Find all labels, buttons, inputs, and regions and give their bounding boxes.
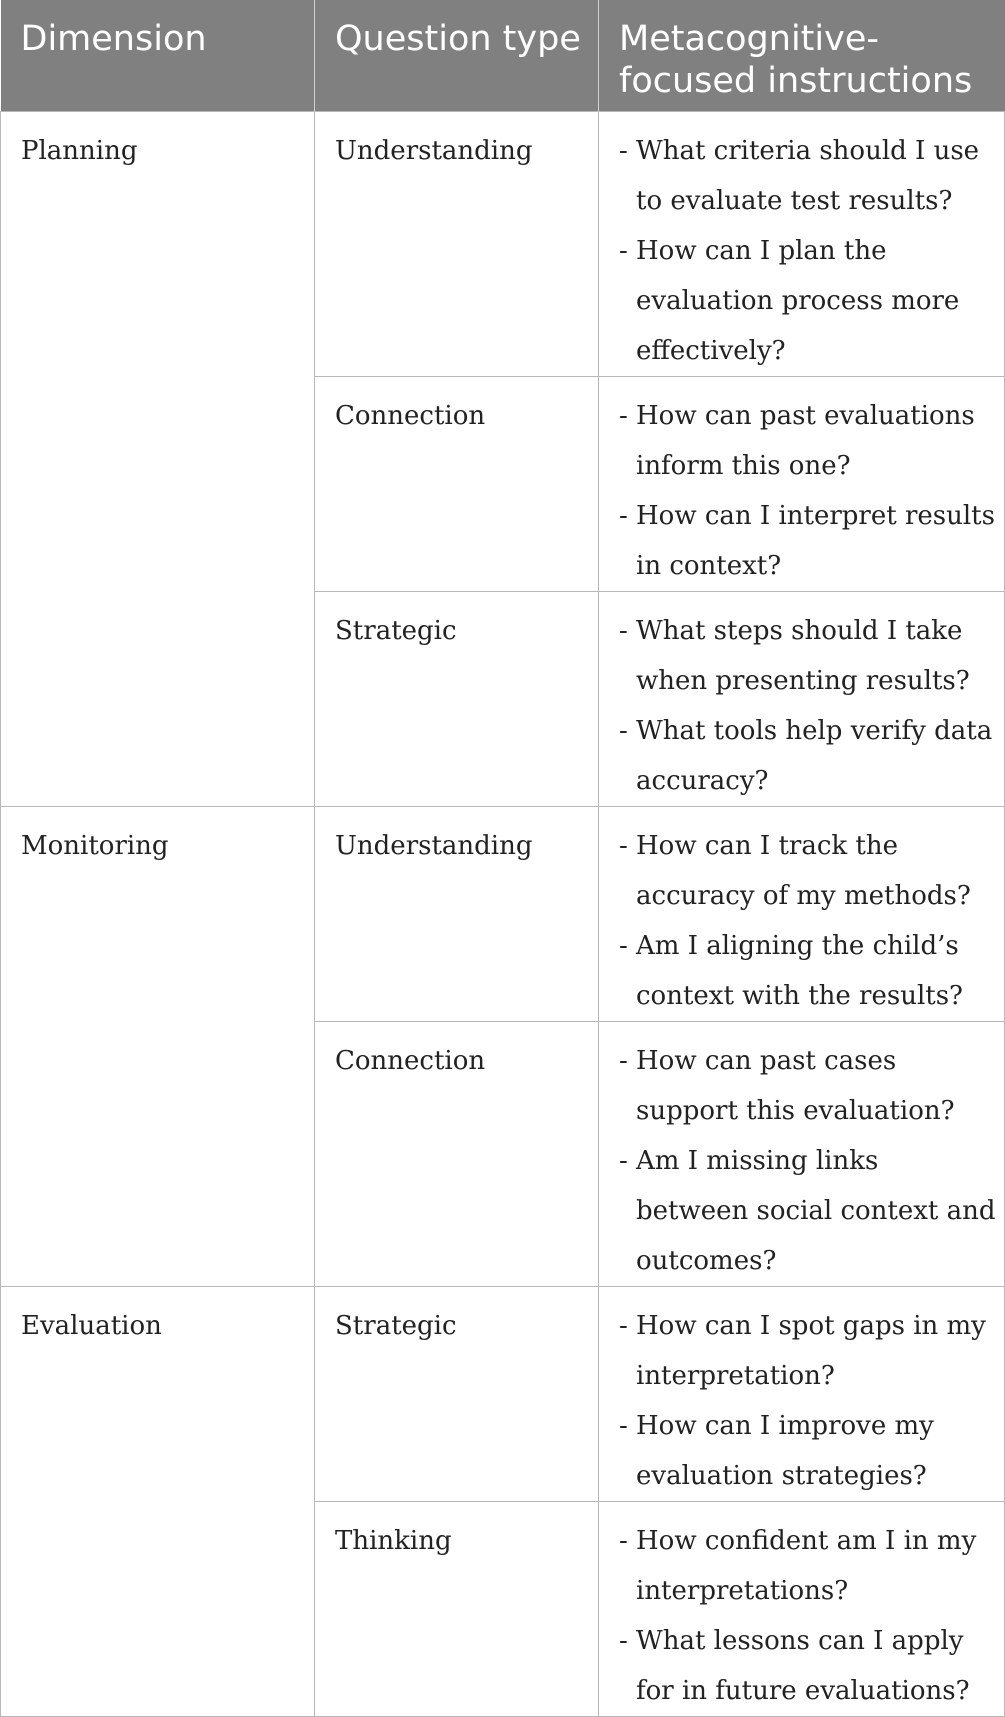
question-list <box>619 606 996 806</box>
question-type-cell: Understanding <box>315 112 599 377</box>
dimension-cell: Planning <box>1 112 315 807</box>
dash-bullet: - <box>619 1626 628 1656</box>
question-list <box>619 1301 996 1501</box>
question-item <box>619 1401 996 1501</box>
instructions-cell <box>599 807 1005 1022</box>
question-type-cell: Strategic <box>315 592 599 807</box>
question-text: What criteria should I use to evaluate test results? <box>636 136 980 216</box>
question-text: How can I spot gaps in my interpretation? <box>636 1311 986 1391</box>
question-item <box>619 706 996 806</box>
dash-bullet: - <box>619 716 628 746</box>
dimension-cell: Monitoring <box>1 807 315 1287</box>
question-item <box>619 821 996 921</box>
dash-bullet: - <box>619 501 628 531</box>
question-list <box>619 391 996 591</box>
question-list <box>619 1516 996 1716</box>
dash-bullet: - <box>619 616 628 646</box>
dash-bullet: - <box>619 1046 628 1076</box>
question-text: Am I aligning the child’s context with the results? <box>636 931 963 1011</box>
question-item <box>619 606 996 706</box>
question-type-cell: Connection <box>315 1022 599 1287</box>
header-question-type: Question type <box>315 0 599 112</box>
question-text: How can I track the accuracy of my methods? <box>636 831 971 911</box>
dash-bullet: - <box>619 236 628 266</box>
question-item <box>619 491 996 591</box>
instructions-cell <box>599 377 1005 592</box>
question-item <box>619 1136 996 1286</box>
question-text: How can past evaluations inform this one? <box>636 401 975 481</box>
header-dimension: Dimension <box>1 0 315 112</box>
question-type-cell: Understanding <box>315 807 599 1022</box>
table-body <box>1 112 1005 1717</box>
dash-bullet: - <box>619 931 628 961</box>
question-text: Am I missing links between social context and outcomes? <box>636 1146 996 1276</box>
question-item <box>619 126 996 226</box>
question-list <box>619 821 996 1021</box>
question-type-cell: Thinking <box>315 1502 599 1717</box>
dimension-cell: Evaluation <box>1 1287 315 1717</box>
question-list <box>619 1036 996 1286</box>
header-instructions: Metacognitive-focused instructions <box>599 0 1005 112</box>
dash-bullet: - <box>619 1311 628 1341</box>
instructions-cell <box>599 592 1005 807</box>
question-text: How can past cases support this evaluation? <box>636 1046 955 1126</box>
question-text: What tools help verify data accuracy? <box>636 716 993 796</box>
instructions-cell <box>599 1287 1005 1502</box>
dash-bullet: - <box>619 401 628 431</box>
question-text: How can I improve my evaluation strategies? <box>636 1411 934 1491</box>
question-list <box>619 126 996 376</box>
question-text: What steps should I take when presenting results? <box>636 616 970 696</box>
question-item <box>619 1516 996 1616</box>
dash-bullet: - <box>619 136 628 166</box>
instructions-cell <box>599 112 1005 377</box>
question-item <box>619 921 996 1021</box>
question-item <box>619 1036 996 1136</box>
header-row <box>1 0 1005 112</box>
question-type-cell: Strategic <box>315 1287 599 1502</box>
table-header <box>1 0 1005 112</box>
instructions-cell <box>599 1022 1005 1287</box>
dash-bullet: - <box>619 831 628 861</box>
table-row <box>1 112 1005 377</box>
instructions-cell <box>599 1502 1005 1717</box>
question-text: How can I interpret results in context? <box>636 501 995 581</box>
question-item <box>619 1616 996 1716</box>
table-row <box>1 1287 1005 1502</box>
table-row <box>1 807 1005 1022</box>
question-item <box>619 226 996 376</box>
dash-bullet: - <box>619 1146 628 1176</box>
question-text: How confident am I in my interpretations? <box>636 1526 977 1606</box>
dash-bullet: - <box>619 1411 628 1441</box>
question-item <box>619 1301 996 1401</box>
question-type-cell: Connection <box>315 377 599 592</box>
question-item <box>619 391 996 491</box>
dash-bullet: - <box>619 1526 628 1556</box>
question-text: How can I plan the evaluation process more effectively? <box>636 236 960 366</box>
question-text: What lessons can I apply for in future evaluations? <box>636 1626 970 1706</box>
